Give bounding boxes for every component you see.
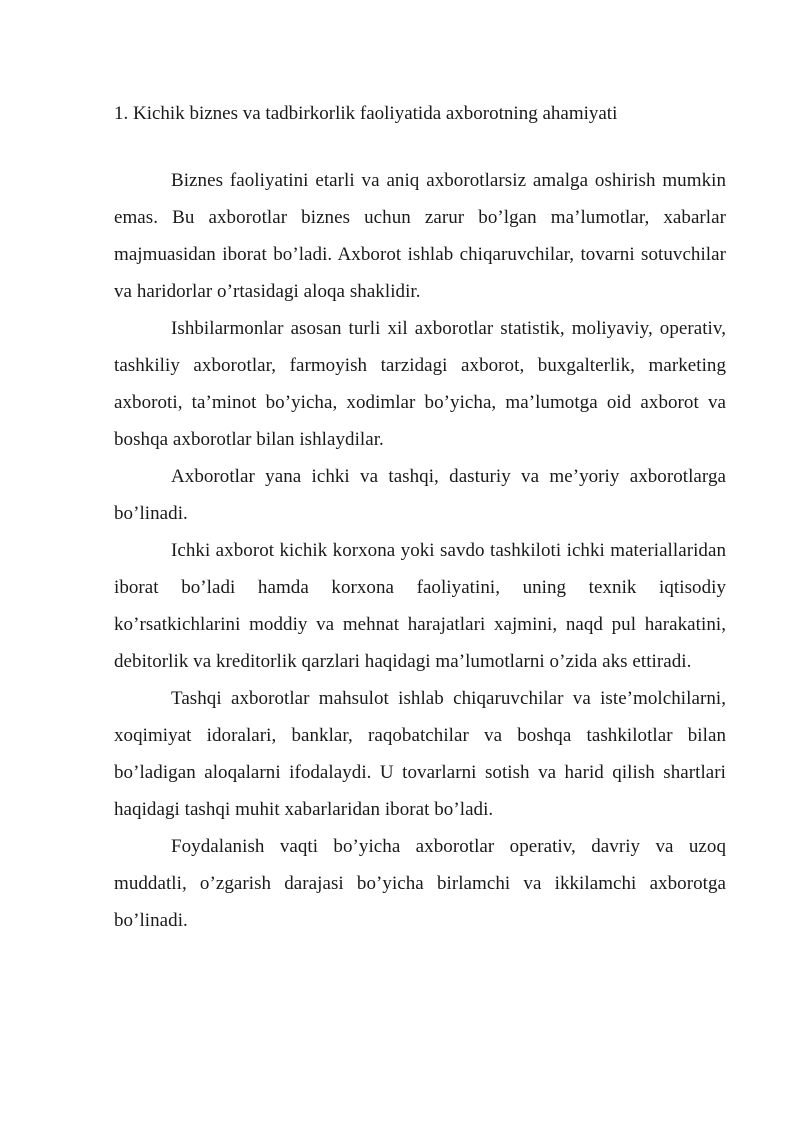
paragraph-4: Ichki axborot kichik korxona yoki savdo tashkiloti ichki materiallaridan iborat bo’ladi hamda korxona faoliyatini, uning texnik iqtisodiy ko’rsatkichlarini moddiy va mehnat harajatlari xajmini, naqd pul harakatini, debitorlik va kreditorlik qarzlari haqidagi ma’lumotlarni o’zida aks ettiradi.: [114, 540, 726, 672]
paragraph-1: Biznes faoliyatini etarli va aniq axborotlarsiz amalga oshirish mumkin emas. Bu axborotlar biznes uchun zarur bo’lgan ma’lumotlar, xabarlar majmuasidan iborat bo’ladi. Axborot ishlab chiqaruvchilar, tovarni sotuvchilar va haridorlar o’rtasidagi aloqa shaklidir.: [114, 170, 726, 302]
paragraph-5: Tashqi axborotlar mahsulot ishlab chiqaruvchilar va iste’molchilarni, xoqimiyat idoralari, banklar, raqobatchilar va boshqa tashkilotlar bilan bo’ladigan aloqalarni ifodalaydi. U tovarlarni sotish va harid qilish shartlari haqidagi tashqi muhit xabarlaridan iborat bo’ladi.: [114, 688, 726, 820]
document-body: [114, 99, 726, 939]
paragraph-3: Axborotlar yana ichki va tashqi, dasturiy va me’yoriy axborotlarga bo’linadi.: [114, 466, 726, 524]
section-heading: 1. Kichik biznes va tadbirkorlik faoliyatida axborotning ahamiyati: [114, 103, 618, 124]
paragraph-6: Foydalanish vaqti bo’yicha axborotlar operativ, davriy va uzoq muddatli, o’zgarish darajasi bo’yicha birlamchi va ikkilamchi axborotga bo’linadi.: [114, 836, 726, 931]
paragraph-2: Ishbilarmonlar asosan turli xil axborotlar statistik, moliyaviy, operativ, tashkiliy axborotlar, farmoyish tarzidagi axborot, buxgalterlik, marketing axboroti, ta’minot bo’yicha, xodimlar bo’yicha, ma’lumotga oid axborot va boshqa axborotlar bilan ishlaydilar.: [114, 318, 726, 450]
